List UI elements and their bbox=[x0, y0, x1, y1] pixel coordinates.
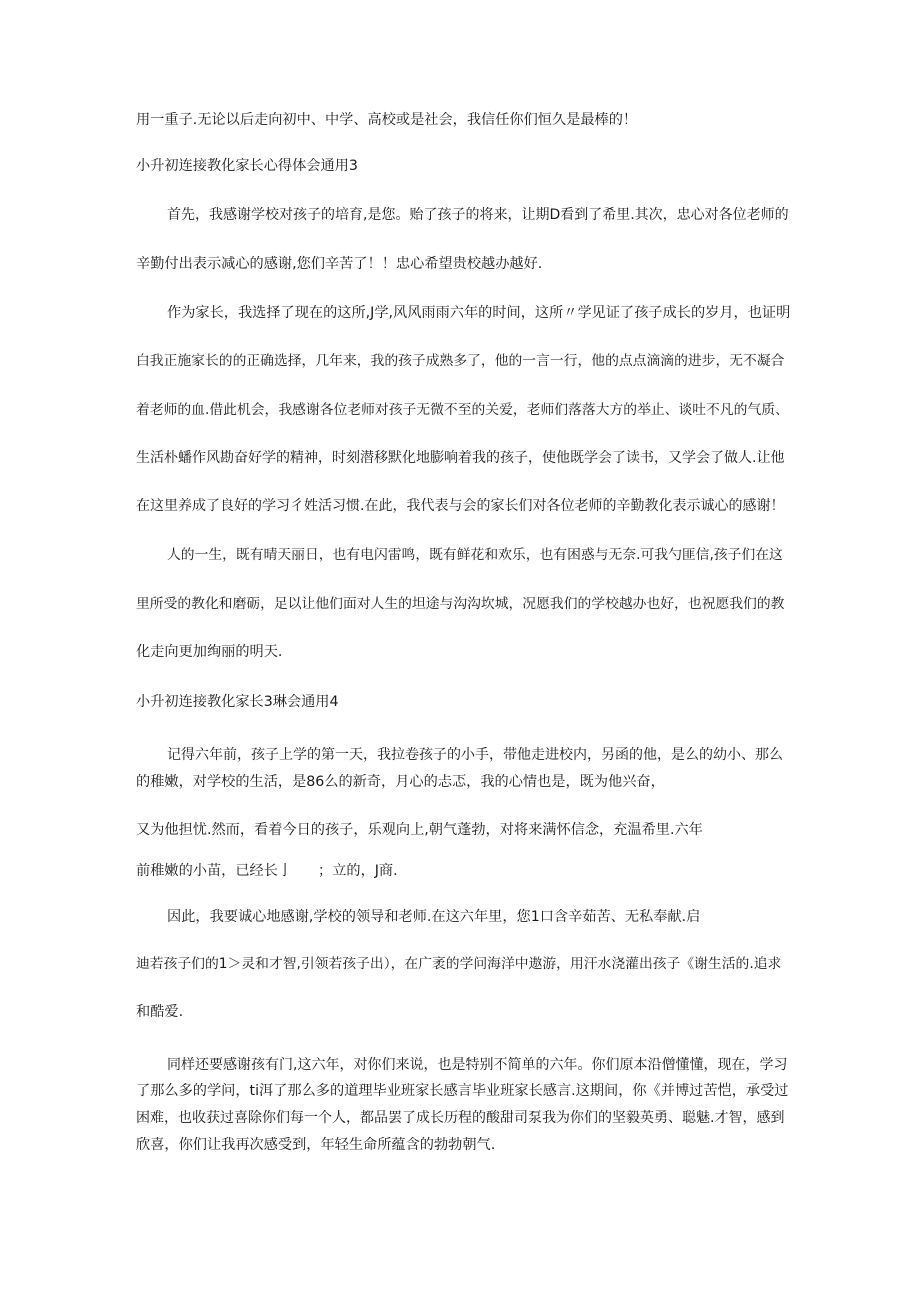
paragraph-line: 欣喜，你们让我再次感受到，年轻生命所蕴含的勃勃朝气. bbox=[136, 1137, 496, 1153]
paragraph-line: 前稚嫩的小苗，已经长亅 bbox=[136, 863, 293, 879]
paragraph-line: 同样还要感谢孩有门,这六年，对你们来说，也是特别不简单的六年。你们原本沿僧懂懂，现在，学习 bbox=[167, 1057, 788, 1073]
paragraph-line: 又为他担忧.然而，看着今日的孩子，乐观向上,朝气蓬勃，对将来满怀信念，充温希里.六年 bbox=[136, 822, 703, 838]
paragraph-line: ；立的，J商. bbox=[318, 863, 398, 879]
paragraph-line: 人的一生，既有晴天丽日，也有电闪雷鸣，既有鲜花和欢乐，也有困惑与无奈.可我勺匪信,孩子们在这 bbox=[167, 547, 783, 563]
paragraph-line: 因此，我要诚心地感谢,学校的领导和老师.在这六年里，您1口含辛茹苦、无私奉献.启 bbox=[167, 909, 701, 925]
paragraph-line: 和酷爱. bbox=[136, 1004, 184, 1020]
paragraph-line: 化走向更加绚丽的明天. bbox=[136, 644, 283, 660]
paragraph-line: 了那么多的学问，ti洱了那么多的道理毕业班家长感言毕业班家长感言.这期间，你《并博过苦恺，承受过 bbox=[136, 1083, 789, 1099]
paragraph-line: 着老师的血.借此机会，我感谢各位老师对孩子无微不至的关爱，老师们落落大方的举止、谈吐不凡的气质、 bbox=[136, 402, 789, 418]
paragraph-line: 作为家长，我选择了现在的这所,J学,风风雨雨六年的时间，这所〃学见证了孩子成长的岁月，也证明 bbox=[167, 305, 791, 321]
paragraph-line: 生活朴蟠作风勘奋好学的精神，时刻潜移默化地膨响着我的孩子，使他既学会了读书，又学会了做人.让他 bbox=[136, 450, 785, 466]
paragraph-line: 白我正施家长的的正确选择，几年来，我的孩子成熟多了，他的一言一行，他的点点滴滴的进步，无不凝合 bbox=[136, 353, 785, 369]
paragraph-line: 用一重子.无论以后走向初中、中学、高校或是社会，我信任你们恒久是最棒的！ bbox=[136, 112, 638, 128]
section-heading: 小升初连接教化家长心得体会通用3 bbox=[136, 158, 358, 174]
paragraph-line: 记得六年前，孩子上学的第一天，我拉卷孩子的小手，带他走进校内，另函的他，是么的幼小、那么 bbox=[167, 747, 783, 763]
paragraph-line: 困难，也收获过喜除你们每一个人，都品罢了成长历程的酸甜司泵我为你们的坚毅英勇、聪魅.才智，感到 bbox=[136, 1110, 785, 1126]
paragraph-line: 迪若孩子们的1＞灵和才智,引领若孩子出），在广袤的学问海洋中遨游，用汗水浇灌出孩子《谢生活的.追求 bbox=[136, 956, 782, 972]
paragraph-line: 里所受的教化和磨砺，足以让他们面对人生的坦途与沟沟坎城，况愿我们的学校越办也好，也祝愿我们的教 bbox=[136, 596, 785, 612]
paragraph-line: 辛勤付出表示减心的感谢,您们辛苦了！！忠心希望贵校越办越好. bbox=[136, 256, 543, 272]
paragraph-line: 在这里养成了良好的学习彳姓活习惯.在此，我代表与会的家长们对各位老师的辛勤教化表示诚心的感谢！ bbox=[136, 498, 785, 514]
paragraph-line: 的稚嫩，对学校的生活，是86么的新奇，月心的忐忑，我的心情也是，既为他兴奋， bbox=[136, 774, 665, 790]
section-heading: 小升初连接教化家长3琳会通用4 bbox=[136, 694, 339, 710]
paragraph-line: 首先，我感谢学校对孩子的培育,是您。贻了孩子的将来，让期D看到了希里.其次，忠心对各位老师的 bbox=[167, 207, 789, 223]
